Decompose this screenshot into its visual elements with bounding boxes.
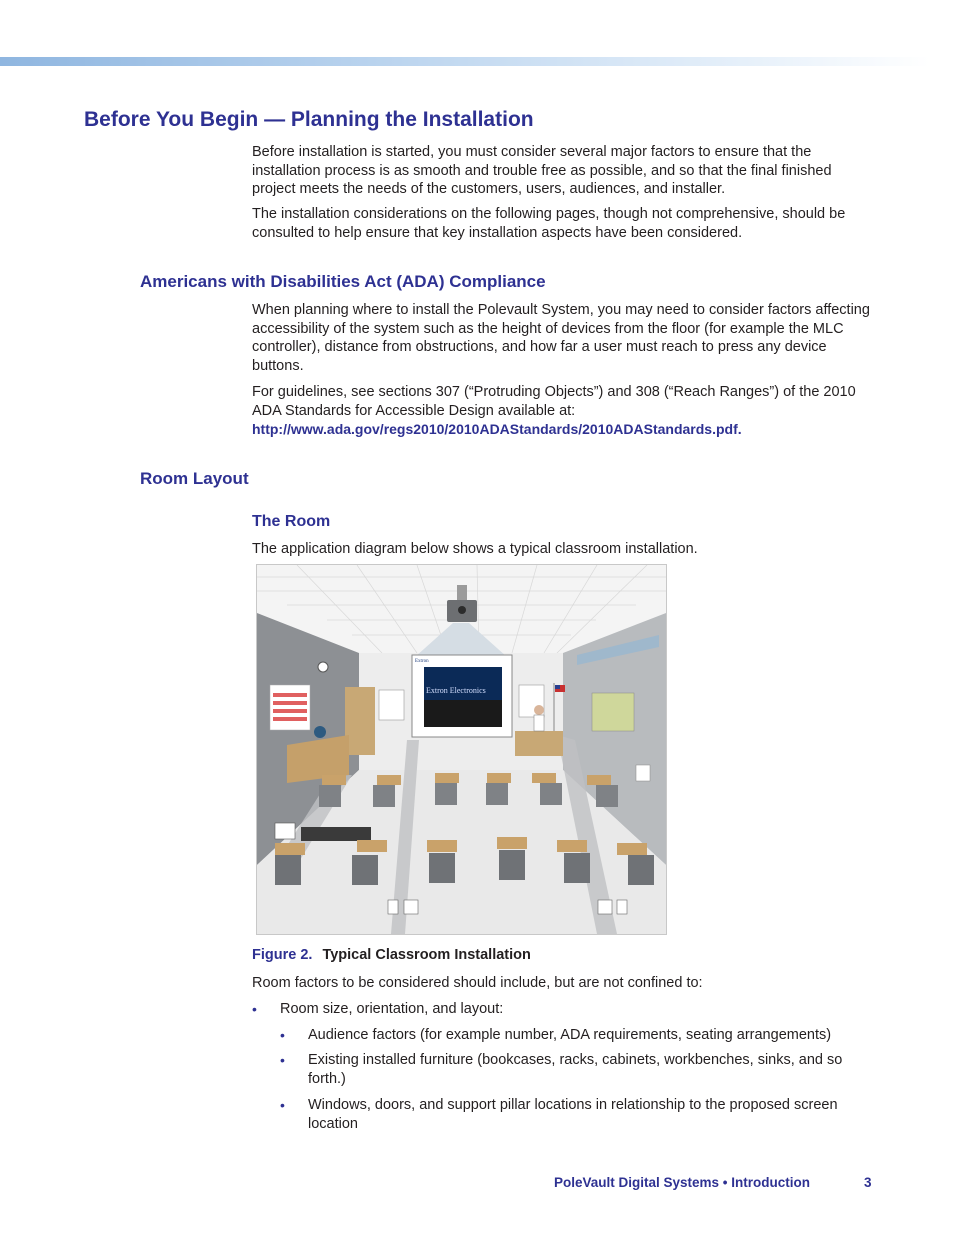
sub-bullet-audience-text: Audience factors (for example number, ADA requirements, seating arrangements) [308, 1027, 832, 1043]
sub-bullet-windows [280, 1096, 872, 1133]
room-factors-intro: Room factors to be considered should include, but are not confined to: [252, 975, 703, 991]
screen-brand-text: Extron Electronics [426, 686, 486, 695]
ada-paragraph-2 [252, 383, 872, 440]
ada-heading: Americans with Disabilities Act (ADA) Compliance [140, 272, 546, 291]
bullet-room-size-text [280, 1001, 503, 1017]
bullet-dot: • [280, 1097, 285, 1113]
intro-paragraph-1: Before installation is started, you must consider several major factors to ensure that the installation process is as smooth and trouble free as possible, and so that the final finished project meets the needs of the customers, users, audiences, and installer. [252, 144, 832, 197]
room-layout-heading: Room Layout [140, 469, 249, 488]
sub-bullet-windows-text: Windows, doors, and support pillar locations in relationship to the proposed screen location [308, 1097, 838, 1132]
footer-title: PoleVault Digital Systems • Introduction [554, 1175, 811, 1190]
bullet-room-size-label: Room size, orientation, and layout [280, 1001, 500, 1017]
bullet-room-size [252, 1000, 872, 1019]
sub-bullet-audience [280, 1026, 872, 1045]
classroom-diagram [256, 564, 667, 935]
bullet-dot: • [280, 1052, 285, 1068]
figure-title: Typical Classroom Installation [322, 947, 531, 963]
ada-standards-link[interactable]: http://www.ada.gov/regs2010/2010ADAStandards/2010ADAStandards.pdf. [252, 421, 742, 437]
the-room-subheading: The Room [252, 513, 331, 530]
intro-paragraph-2: The installation considerations on the following pages, though not comprehensive, should be consulted to help ensure that key installation aspects have been considered. [252, 206, 846, 241]
sub-bullet-furniture-text: Existing installed furniture (bookcases, racks, cabinets, workbenches, sinks, and so forth.) [308, 1052, 843, 1087]
header-gradient-bar [0, 57, 930, 66]
bullet-dot: • [280, 1027, 285, 1043]
sub-bullet-furniture [280, 1051, 872, 1088]
bullet-room-size-suffix: : [499, 1001, 504, 1017]
bullet-dot: • [252, 1001, 257, 1017]
ada-paragraph-2-text: For guidelines, see sections 307 (“Protruding Objects”) and 308 (“Reach Ranges”) of the 2010 ADA Standards for Accessible Design available at: [252, 384, 856, 419]
page-number: 3 [864, 1175, 872, 1190]
figure-caption [252, 947, 531, 963]
page-title: Before You Begin — Planning the Installation [84, 108, 534, 131]
the-room-intro: The application diagram below shows a typical classroom installation. [252, 541, 698, 557]
screen-brand-small: Extron [415, 659, 429, 664]
ada-paragraph-1: When planning where to install the Polevault System, you may need to consider factors affecting accessibility of the system such as the height of devices from the floor (for example the MLC controller), distance from obstructions, and how far a user must reach to press any device buttons. [252, 302, 870, 374]
classroom-illustration [257, 565, 666, 934]
figure-number: Figure 2. [252, 947, 313, 963]
